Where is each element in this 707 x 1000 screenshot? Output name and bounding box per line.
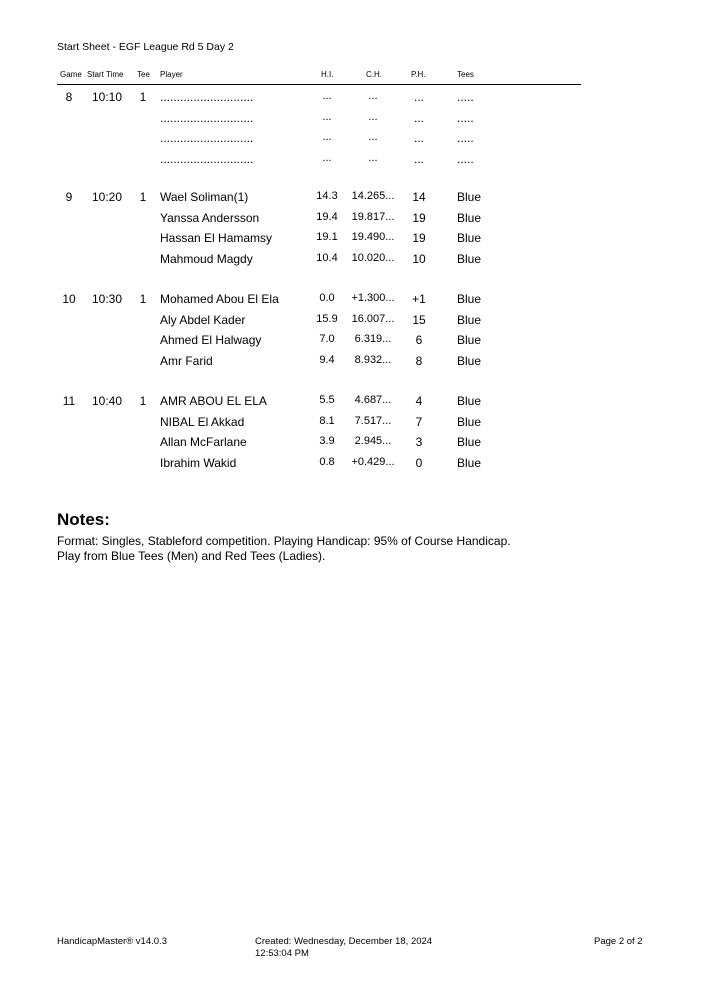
tee-colour: ..... xyxy=(457,110,474,125)
playing-handicap: ... xyxy=(413,90,425,104)
handicap-index: 10.4 xyxy=(316,251,338,264)
playing-handicap: 7 xyxy=(415,414,423,429)
player-name: ............................ xyxy=(160,110,254,125)
tee-colour: Blue xyxy=(457,251,482,266)
notes-line-2: Play from Blue Tees (Men) and Red Tees (Ladies). xyxy=(57,549,326,563)
tee-number: 1 xyxy=(139,394,147,408)
game-number: 9 xyxy=(65,190,73,204)
course-handicap: 4.687... xyxy=(354,394,392,406)
footer-software: HandicapMaster® v14.0.3 xyxy=(57,936,167,947)
footer-created-time: 12:53:04 PM xyxy=(255,948,309,959)
header-hi: H.I. xyxy=(321,70,334,79)
game-number: 11 xyxy=(62,394,76,408)
player-name: Mohamed Abou El Ela xyxy=(160,292,279,306)
tee-colour: Blue xyxy=(457,210,482,225)
playing-handicap: 3 xyxy=(415,435,423,449)
start-time: 10:20 xyxy=(91,190,123,204)
handicap-index: 0.0 xyxy=(319,292,335,304)
handicap-index: 5.5 xyxy=(319,394,335,406)
player-name: Amr Farid xyxy=(160,353,213,368)
player-name: Aly Abdel Kader xyxy=(160,312,246,327)
playing-handicap: 19 xyxy=(412,210,426,225)
handicap-index: 14.3 xyxy=(316,190,338,202)
start-time: 10:30 xyxy=(91,292,123,306)
playing-handicap: ... xyxy=(413,151,425,166)
tee-colour: Blue xyxy=(457,353,482,368)
tee-colour: Blue xyxy=(457,190,482,204)
playing-handicap: 19 xyxy=(412,231,426,245)
playing-handicap: 8 xyxy=(415,353,423,368)
handicap-index: 3.9 xyxy=(319,435,335,447)
player-name: Wael Soliman(1) xyxy=(160,190,249,204)
handicap-index: 7.0 xyxy=(319,333,335,345)
header-ch: C.H. xyxy=(366,70,382,79)
playing-handicap: 4 xyxy=(415,394,423,408)
tee-colour: Blue xyxy=(457,394,482,408)
tee-colour: Blue xyxy=(457,312,482,327)
start-time: 10:40 xyxy=(91,394,123,408)
player-name: AMR ABOU EL ELA xyxy=(160,394,267,408)
footer-created-date: Created: Wednesday, December 18, 2024 xyxy=(255,936,433,947)
playing-handicap: 14 xyxy=(412,190,426,204)
tee-colour: ..... xyxy=(457,90,474,104)
header-ph: P.H. xyxy=(411,70,426,79)
course-handicap: +0.429... xyxy=(351,455,395,468)
player-name: NIBAL El Akkad xyxy=(160,414,245,429)
player-name: Yanssa Andersson xyxy=(160,210,260,225)
course-handicap: +1.300... xyxy=(351,292,395,304)
course-handicap: 19.490... xyxy=(351,231,395,243)
handicap-index: 15.9 xyxy=(316,312,338,325)
player-name: ............................ xyxy=(160,131,254,145)
player-name: ............................ xyxy=(160,151,254,166)
handicap-index: 19.4 xyxy=(316,210,338,223)
tee-colour: Blue xyxy=(457,435,482,449)
course-handicap: 10.020... xyxy=(351,251,395,264)
tee-colour: Blue xyxy=(457,333,482,347)
notes-line-1: Format: Singles, Stableford competition. Playing Handicap: 95% of Course Handicap. xyxy=(57,534,511,548)
player-name: Allan McFarlane xyxy=(160,435,247,449)
tee-colour: Blue xyxy=(457,231,482,245)
handicap-index: 0.8 xyxy=(319,455,335,468)
playing-handicap: 6 xyxy=(415,333,423,347)
tee-number: 1 xyxy=(139,190,147,204)
tee-number: 1 xyxy=(139,90,147,104)
handicap-index: ... xyxy=(322,131,332,143)
tee-number: 1 xyxy=(139,292,147,306)
handicap-index: ... xyxy=(322,110,332,123)
course-handicap: 8.932... xyxy=(354,353,392,366)
tee-colour: ..... xyxy=(457,131,474,145)
handicap-index: 8.1 xyxy=(319,414,335,427)
handicap-index: 19.1 xyxy=(316,231,338,243)
header-game: Game xyxy=(60,70,82,79)
player-name: Ibrahim Wakid xyxy=(160,455,237,470)
course-handicap: 2.945... xyxy=(354,435,392,447)
footer-page-number: Page 2 of 2 xyxy=(594,936,643,947)
header-start-time: Start Time xyxy=(87,70,124,79)
course-handicap: 7.517... xyxy=(354,414,392,427)
header-tee: Tee xyxy=(137,70,150,79)
playing-handicap: 0 xyxy=(415,455,423,470)
playing-handicap: 15 xyxy=(412,312,426,327)
player-name: Mahmoud Magdy xyxy=(160,251,253,266)
handicap-index: 9.4 xyxy=(319,353,335,366)
player-name: ............................ xyxy=(160,90,254,104)
handicap-index: ... xyxy=(322,90,332,102)
course-handicap: ... xyxy=(368,131,378,143)
document-title: Start Sheet - EGF League Rd 5 Day 2 xyxy=(57,41,234,53)
course-handicap: 14.265... xyxy=(351,190,395,202)
tee-colour: Blue xyxy=(457,292,482,306)
tee-colour: ..... xyxy=(457,151,474,166)
game-number: 8 xyxy=(65,90,73,104)
playing-handicap: 10 xyxy=(412,251,426,266)
header-tees: Tees xyxy=(457,70,474,79)
course-handicap: 19.817... xyxy=(351,210,395,223)
header-divider xyxy=(57,84,581,85)
playing-handicap: ... xyxy=(413,131,425,145)
start-time: 10:10 xyxy=(91,90,123,104)
playing-handicap: ... xyxy=(413,110,425,125)
course-handicap: 16.007... xyxy=(351,312,395,325)
game-number: 10 xyxy=(62,292,76,306)
player-name: Hassan El Hamamsy xyxy=(160,231,273,245)
header-player: Player xyxy=(160,70,183,79)
course-handicap: ... xyxy=(368,90,378,102)
playing-handicap: +1 xyxy=(412,292,426,306)
course-handicap: ... xyxy=(368,151,378,164)
handicap-index: ... xyxy=(322,151,332,164)
tee-colour: Blue xyxy=(457,455,482,470)
course-handicap: ... xyxy=(368,110,378,123)
course-handicap: 6.319... xyxy=(354,333,392,345)
player-name: Ahmed El Halwagy xyxy=(160,333,262,347)
tee-colour: Blue xyxy=(457,414,482,429)
notes-title: Notes: xyxy=(57,510,110,529)
